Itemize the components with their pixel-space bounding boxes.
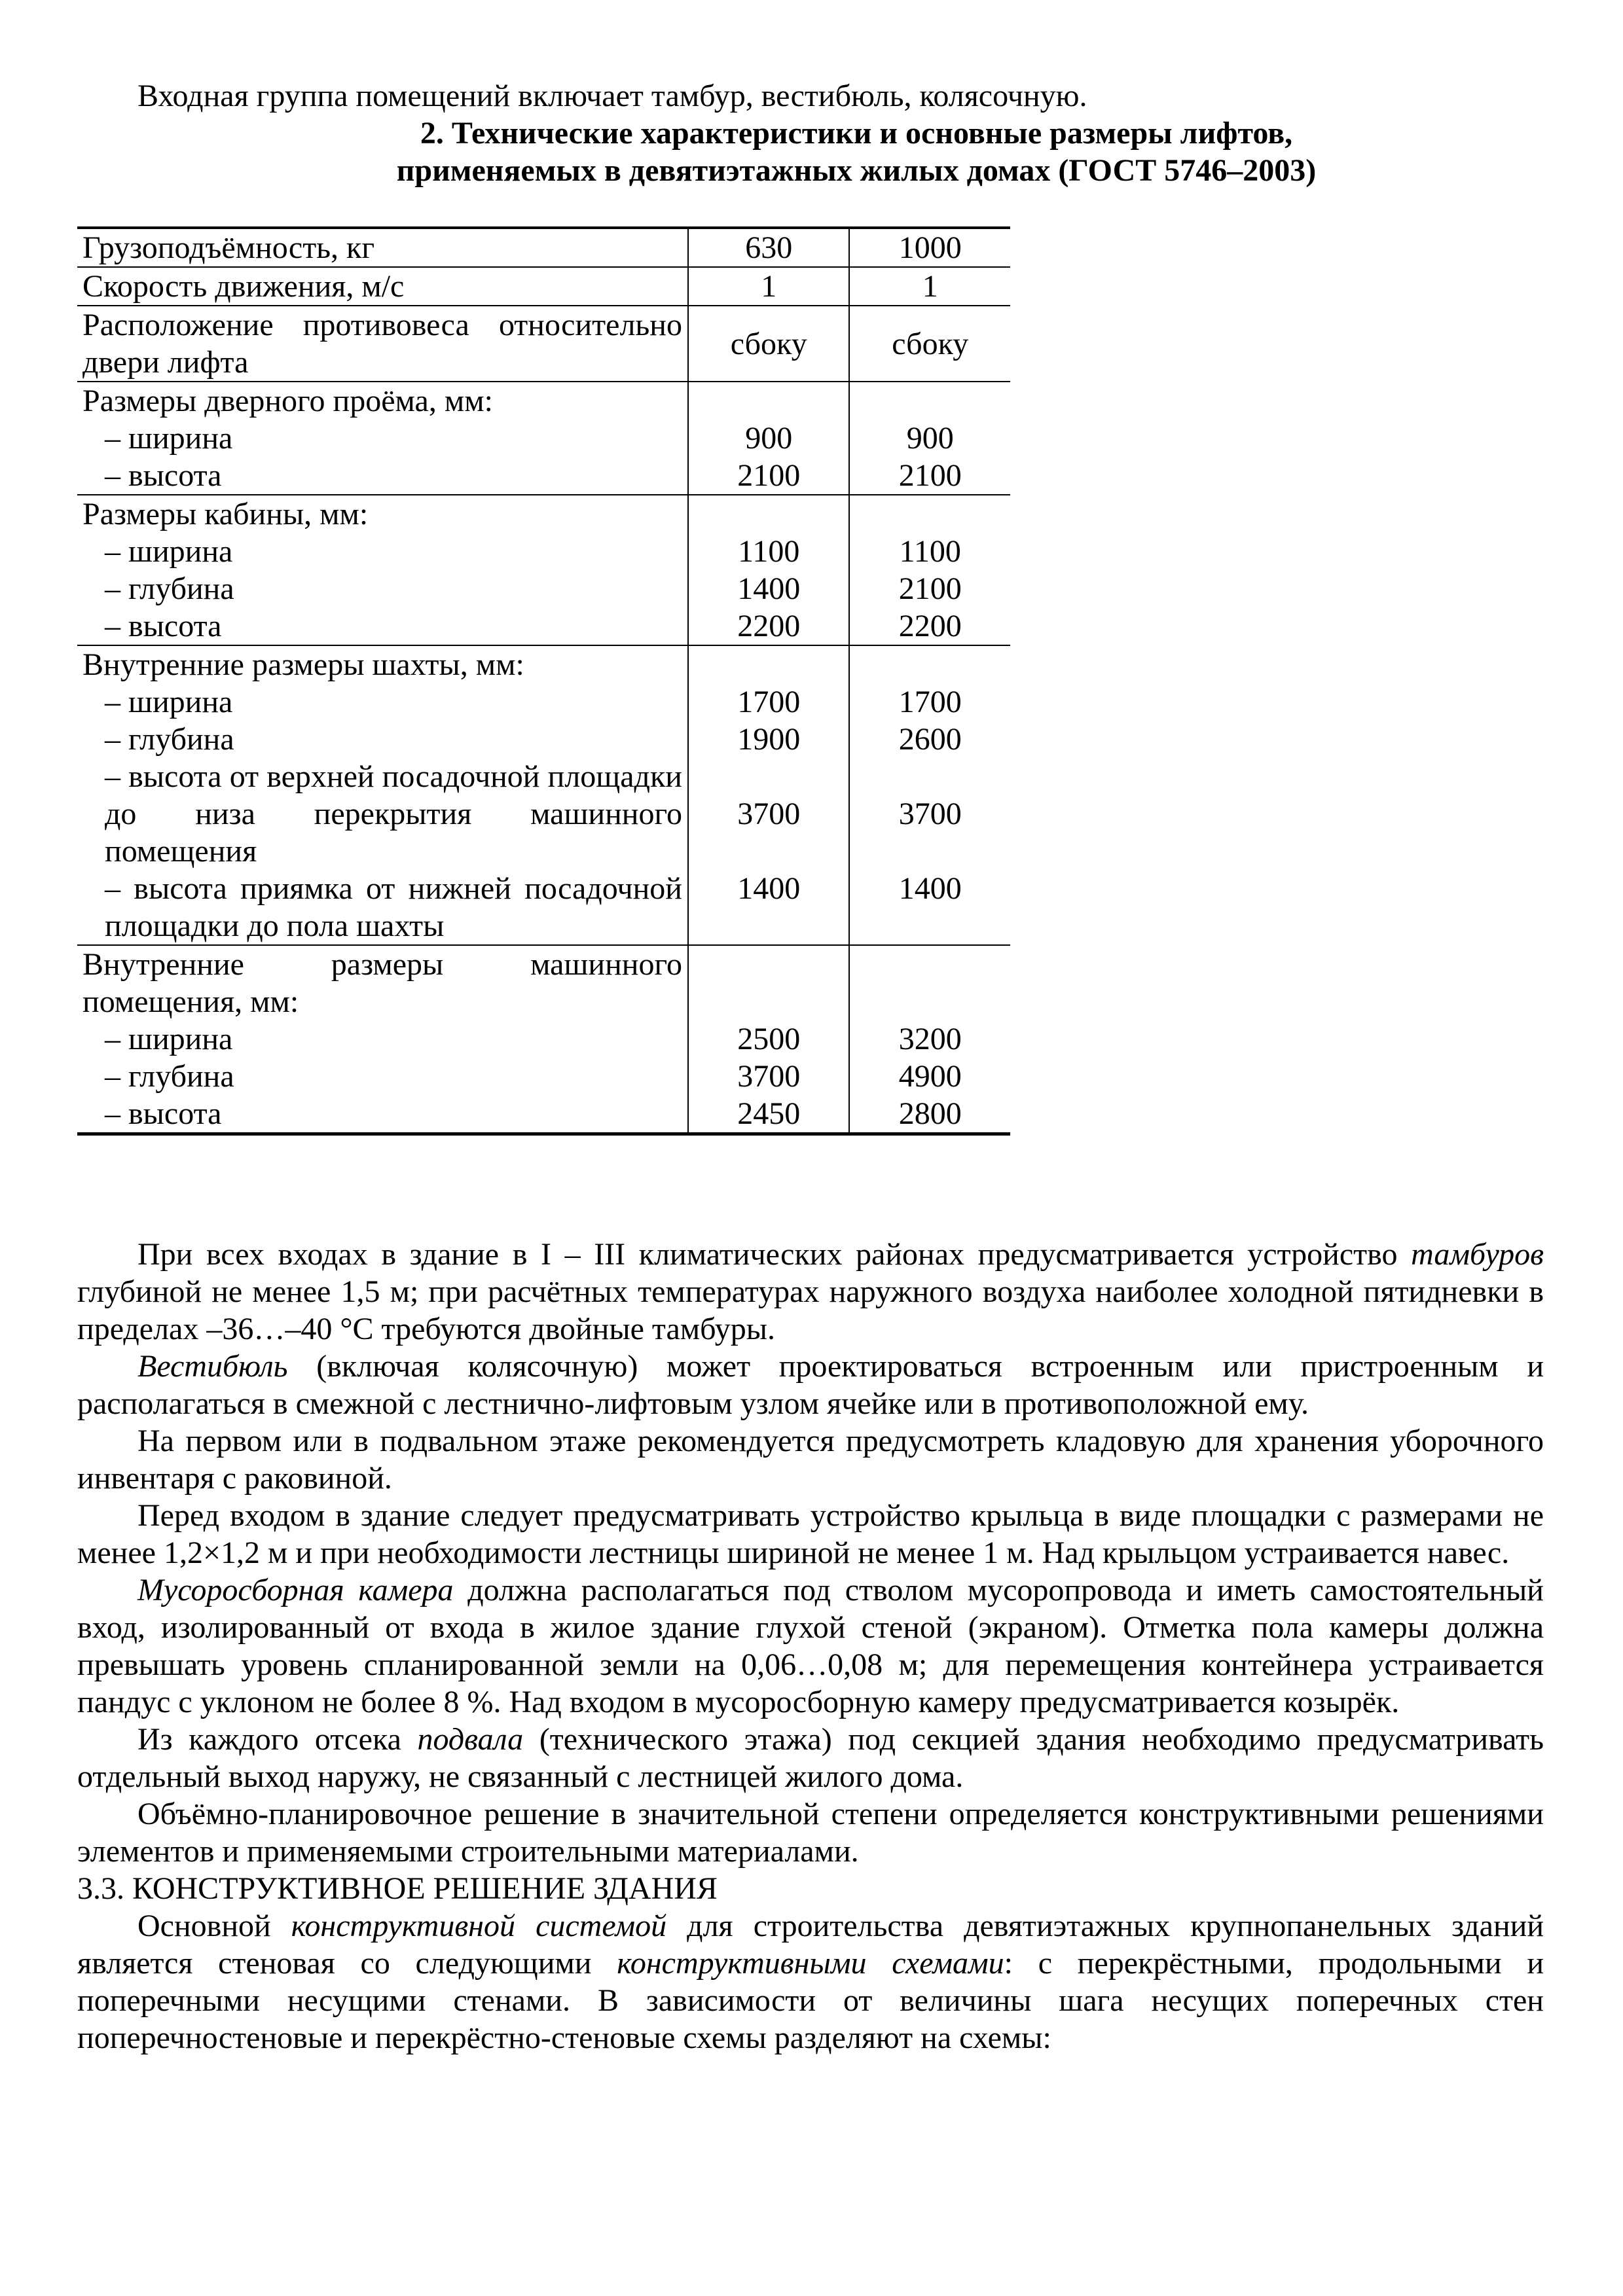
- value-cell: [688, 645, 850, 945]
- param-cell: Грузоподъёмность, кг: [77, 228, 688, 267]
- term: подвала: [417, 1722, 524, 1757]
- value-cell: [688, 945, 850, 1134]
- value-cell: 1000: [849, 228, 1010, 267]
- table-group: [77, 382, 1010, 495]
- value: 1400: [737, 571, 801, 606]
- paragraph: Вестибюль (включая колясочную) может проектироваться встроенным или пристроенным и располагаться в смежной с лестнично-лифтовым узлом ячейке или в противоположной ему.: [77, 1349, 1544, 1421]
- value: 1700: [737, 685, 801, 719]
- paragraph: Перед входом в здание следует предусматривать устройство крыльца в виде площадки с размерами не менее 1,2×1,2 м и при необходимости лестницы шириной не менее 1 м. Над крыльцом устраивается навес.: [77, 1498, 1544, 1570]
- item-label: – высота: [105, 458, 222, 493]
- param-cell: Расположение противовеса относительно двери лифта: [77, 306, 688, 382]
- item-label: – высота от верхней посадочной площадки до низа перекрытия машинного помещения: [105, 759, 682, 869]
- param-cell: [77, 945, 688, 1134]
- term: конструктивными схемами: [617, 1946, 1004, 1981]
- value: 2800: [898, 1096, 962, 1131]
- value-cell: [849, 495, 1010, 645]
- value: 3700: [737, 797, 801, 831]
- paragraph: Из каждого отсека подвала (технического этажа) под секцией здания необходимо предусматривать отдельный выход наружу, не связанный с лестницей жилого дома.: [77, 1722, 1544, 1794]
- value-cell: [688, 495, 850, 645]
- value-cell: 1: [849, 267, 1010, 306]
- value: 2100: [898, 458, 962, 493]
- value-cell: [849, 945, 1010, 1134]
- group-title: Размеры дверного проёма, мм:: [82, 384, 493, 418]
- value-cell: 1: [688, 267, 850, 306]
- page: [77, 77, 1544, 2055]
- item-label: – ширина: [105, 1022, 233, 1056]
- section-heading: 3.3. КОНСТРУКТИВНОЕ РЕШЕНИЕ ЗДАНИЯ: [77, 1871, 718, 1906]
- value-cell: сбоку: [849, 306, 1010, 382]
- lift-specs-table: [77, 226, 1010, 1136]
- value: 2200: [898, 609, 962, 643]
- table-group: [77, 645, 1010, 945]
- item-label: – глубина: [105, 571, 234, 606]
- item-label: – ширина: [105, 534, 233, 569]
- value: 1900: [737, 722, 801, 757]
- value-cell: [849, 645, 1010, 945]
- value: 1100: [738, 534, 800, 569]
- param-cell: Скорость движения, м/с: [77, 267, 688, 306]
- term: Мусоросборная камера: [137, 1573, 454, 1607]
- item-label: – высота: [105, 609, 222, 643]
- term: Вестибюль: [137, 1349, 288, 1384]
- param-cell: [77, 495, 688, 645]
- term: конструктивной системой: [291, 1909, 667, 1943]
- paragraph: Основной конструктивной системой для строительства девятиэтажных крупнопанельных зданий является стеновая со следующими конструктивными схемами: с перекрёстными, продольными и поперечными несущими стенами. В зависимости от величины шага несущих поперечных стен поперечностеновые и перекрёстно-стеновые схемы разделяют на схемы:: [77, 1909, 1544, 2055]
- value: 900: [906, 421, 954, 456]
- value: 2100: [737, 458, 801, 493]
- intro-text: Входная группа помещений включает тамбур, вестибюль, колясочную.: [137, 79, 1087, 113]
- table-row: [77, 306, 1010, 382]
- value: 4900: [898, 1059, 962, 1094]
- value-cell: 630: [688, 228, 850, 267]
- item-label: – ширина: [105, 421, 233, 456]
- value: 1400: [737, 871, 801, 906]
- value: 2200: [737, 609, 801, 643]
- value: 2100: [898, 571, 962, 606]
- item-label: – глубина: [105, 722, 234, 757]
- table-row: [77, 267, 1010, 306]
- value-cell: сбоку: [688, 306, 850, 382]
- value-cell: [688, 382, 850, 495]
- group-title: Размеры кабины, мм:: [82, 497, 369, 531]
- value: 1400: [898, 871, 962, 906]
- value-cell: [849, 382, 1010, 495]
- value: 2600: [898, 722, 962, 757]
- item-label: – ширина: [105, 685, 233, 719]
- value: 1700: [898, 685, 962, 719]
- value: 3700: [737, 1059, 801, 1094]
- table-row: [77, 228, 1010, 267]
- paragraph: При всех входах в здание в I – III климатических районах предусматривается устройство тамбуров глубиной не менее 1,5 м; при расчётных температурах наружного воздуха наиболее холодной пятидневки в пределах –36…–40 °С требуются двойные тамбуры.: [77, 1237, 1544, 1346]
- value: 3700: [898, 797, 962, 831]
- term: тамбуров: [1411, 1237, 1544, 1272]
- value: 3200: [898, 1022, 962, 1056]
- paragraph: Объёмно-планировочное решение в значительной степени определяется конструктивными решениями элементов и применяемыми строительными материалами.: [77, 1797, 1544, 1869]
- value: 1100: [899, 534, 961, 569]
- param-cell: [77, 645, 688, 945]
- value: 2500: [737, 1022, 801, 1056]
- value: 2450: [737, 1096, 801, 1131]
- group-title: Внутренние размеры шахты, мм:: [82, 647, 524, 682]
- table-group: [77, 495, 1010, 645]
- item-label: – высота приямка от нижней посадочной площадки до пола шахты: [105, 871, 682, 943]
- item-label: – высота: [105, 1096, 222, 1131]
- body-text: [77, 1236, 1544, 2056]
- table-caption-line-1: 2. Технические характеристики и основные размеры лифтов,: [420, 116, 1293, 151]
- param-cell: [77, 382, 688, 495]
- paragraph: Мусоросборная камера должна располагаться под стволом мусоропровода и иметь самостоятельный вход, изолированный от входа в жилое здание глухой стеной (экраном). Отметка пола камеры должна превышать уровень спланированной земли на 0,06…0,08 м; для перемещения контейнера устраивается пандус с уклоном не более 8 %. Над входом в мусоросборную камеру предусматривается козырёк.: [77, 1573, 1544, 1719]
- value: 900: [745, 421, 793, 456]
- table-caption-line-2: применяемых в девятиэтажных жилых домах (ГОСТ 5746–2003): [396, 153, 1317, 188]
- group-title: Внутренние размеры машинного помещения, мм:: [82, 947, 682, 1019]
- paragraph: На первом или в подвальном этаже рекомендуется предусмотреть кладовую для хранения уборочного инвентаря с раковиной.: [77, 1424, 1544, 1496]
- table-group: [77, 945, 1010, 1134]
- item-label: – глубина: [105, 1059, 234, 1094]
